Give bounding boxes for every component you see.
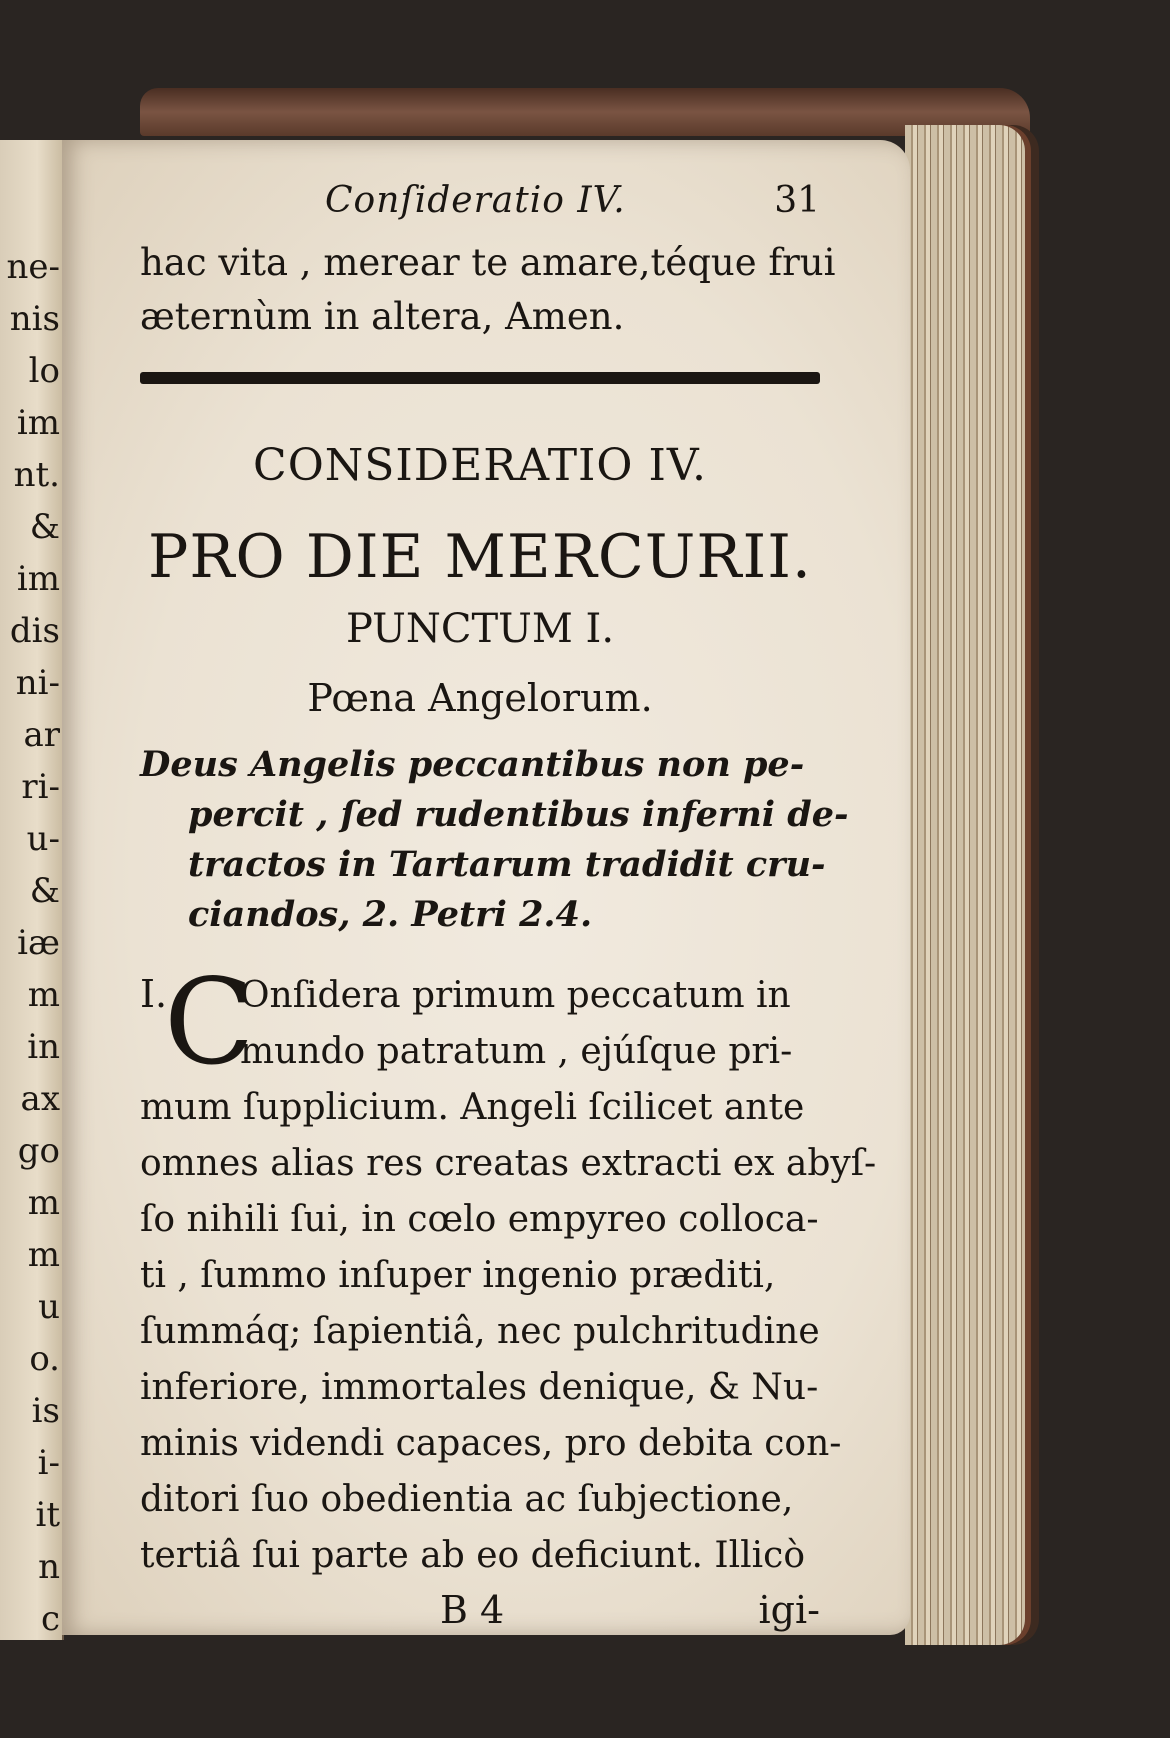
- heading-pro-die: PRO DIE MERCURII.: [147, 522, 813, 592]
- text-line: æternùm in altera, Amen.: [140, 295, 625, 338]
- left-page-fragment: ri-: [21, 767, 60, 807]
- scripture-epigraph: [140, 740, 849, 940]
- left-page: [0, 140, 64, 1640]
- left-page-fragment: n: [38, 1547, 60, 1587]
- left-page-fragment: im: [16, 403, 60, 443]
- heading-punctum: PUNCTUM I.: [345, 606, 615, 652]
- left-page-fragment: go: [17, 1131, 60, 1171]
- text-line: ſo nihili ſui, in cœlo empyreo colloca-: [140, 1199, 819, 1240]
- page-edges: [905, 125, 1025, 1645]
- right-page: [62, 140, 910, 1635]
- text-line: minis videndi capaces, pro debita con-: [140, 1423, 842, 1464]
- opening-text: [140, 236, 836, 344]
- text-line: hac vita , merear te amare,téque frui: [140, 241, 836, 284]
- text-line: mum ſupplicium. Angeli ſcilicet ante: [140, 1087, 805, 1128]
- left-page-fragment: &: [29, 871, 60, 911]
- text-line: tertiâ ſui parte ab eo deficiunt. Illicò: [140, 1535, 805, 1576]
- page-content: [140, 180, 877, 1648]
- left-page-fragment: it: [35, 1495, 60, 1535]
- paragraph-number: I.: [140, 972, 168, 1016]
- left-page-fragment: im: [16, 559, 60, 599]
- left-page-fragment: m: [27, 1183, 60, 1223]
- left-page-fragment: iæ: [17, 923, 60, 963]
- text-line: Onſidera primum peccatum in: [240, 975, 791, 1016]
- text-line: inferiore, immortales denique, & Nu-: [140, 1367, 819, 1408]
- left-page-fragment: &: [29, 507, 60, 547]
- left-page-fragment: u-: [26, 819, 60, 859]
- text-line: ſummáq; ſapientiâ, nec pulchritudine: [140, 1311, 820, 1352]
- section-rule: [140, 372, 820, 384]
- left-page-fragment: in: [27, 1027, 60, 1067]
- text-line: ditori ſuo obedientia ac ſubjectione,: [140, 1479, 794, 1520]
- book-binding: [140, 88, 1030, 136]
- epigraph-line: tractos in Tartarum tradidit cru-: [188, 844, 826, 885]
- left-page-fragment: nis: [9, 299, 60, 339]
- epigraph-line: ciandos, 2. Petri 2.4.: [188, 894, 593, 935]
- left-page-fragment: i-: [37, 1443, 60, 1483]
- text-line: mundo patratum , ejúſque pri-: [240, 1031, 793, 1072]
- left-page-fragment: dis: [9, 611, 60, 651]
- left-page-fragment: m: [27, 975, 60, 1015]
- left-page-fragment: is: [31, 1391, 60, 1431]
- body-text: [140, 953, 877, 1584]
- text-line: omnes alias res creatas extracti ex abyſ-: [140, 1143, 877, 1184]
- first-paragraph: [140, 953, 820, 1091]
- heading-subtitle: Pœna Angelorum.: [307, 676, 653, 720]
- heading-consideratio: CONSIDERATIO IV.: [253, 440, 707, 491]
- text-line: ti , ſummo inſuper ingenio præditi,: [140, 1255, 776, 1296]
- left-page-fragment: ar: [23, 715, 60, 755]
- epigraph-line: percit , ſed rudentibus inferni de-: [188, 794, 849, 835]
- left-page-fragment: u: [38, 1287, 60, 1327]
- left-page-fragment: m: [27, 1235, 60, 1275]
- left-page-fragment: c: [40, 1599, 60, 1639]
- running-head-title: Conſideratio IV.: [325, 180, 626, 221]
- left-page-fragment: ne-: [6, 247, 60, 287]
- page-footer: [140, 1588, 820, 1648]
- catchword: igi-: [758, 1588, 820, 1632]
- left-page-fragment: ax: [20, 1079, 60, 1119]
- left-page-fragment: o.: [29, 1339, 60, 1379]
- page-number: 31: [774, 180, 820, 221]
- running-head: [140, 180, 820, 236]
- drop-cap: C: [164, 953, 255, 1091]
- left-page-fragment: ni-: [15, 663, 60, 703]
- left-page-fragment: nt.: [13, 455, 60, 495]
- left-page-fragment: lo: [28, 351, 60, 391]
- epigraph-line: Deus Angelis peccantibus non pe-: [140, 744, 805, 785]
- signature-mark: B 4: [440, 1588, 505, 1632]
